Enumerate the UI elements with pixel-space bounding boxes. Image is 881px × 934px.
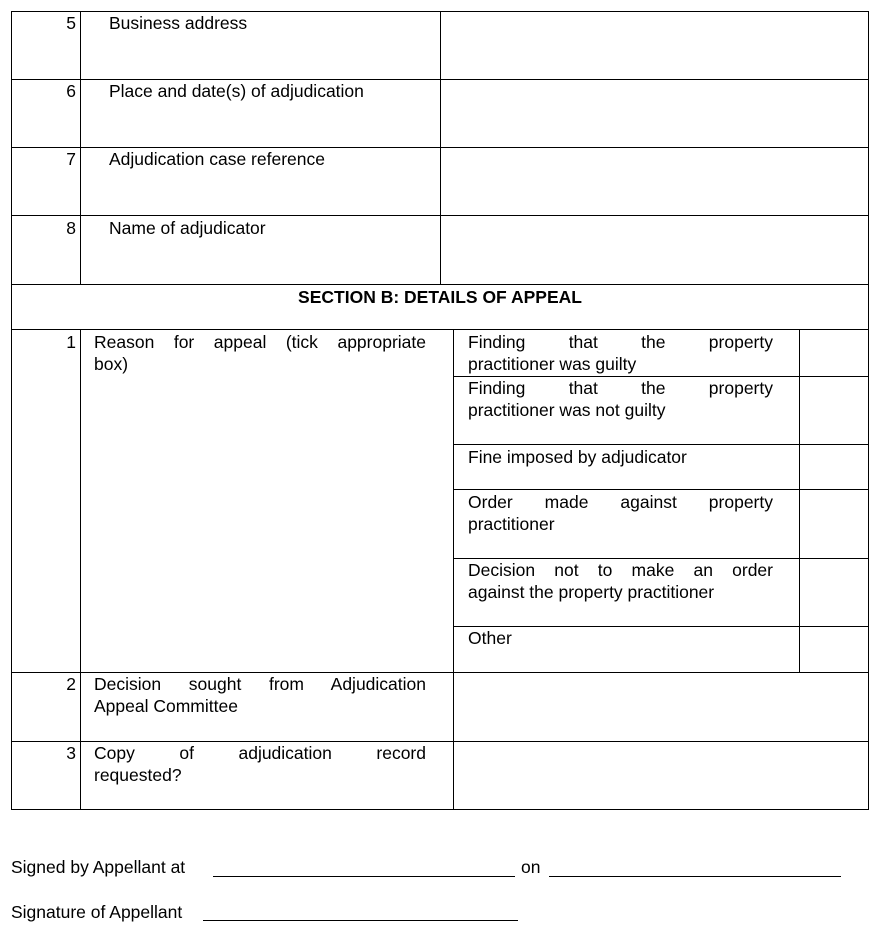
option-no-order-label: Decision not to make an order against the property practitioner: [468, 560, 773, 602]
signed-at-line[interactable]: [213, 876, 515, 877]
decision-sought-label: Decision sought from Adjudication Appeal Committee: [94, 674, 426, 716]
option-order-label: Order made against property practitioner: [468, 492, 773, 534]
adjudicator-name-label: Name of adjudicator: [109, 218, 266, 238]
option-other-label: Other: [468, 628, 512, 648]
option-guilty-label: Finding that the property practitioner was guilty: [468, 332, 773, 374]
signed-date-line[interactable]: [549, 876, 841, 877]
row-number: 1: [66, 332, 76, 352]
section-b-heading: SECTION B: DETAILS OF APPEAL: [298, 287, 582, 307]
signature-label: Signature of Appellant: [11, 902, 183, 922]
copy-record-field[interactable]: [454, 742, 868, 809]
option-no-order-checkbox[interactable]: [800, 559, 868, 626]
row-number: 6: [66, 81, 76, 101]
row-number: 8: [66, 218, 76, 238]
option-not-guilty-checkbox[interactable]: [800, 377, 868, 444]
row-number: 7: [66, 149, 76, 169]
row-number: 5: [66, 13, 76, 33]
row-number: 3: [66, 743, 76, 763]
adjudication-place-date-label: Place and date(s) of adjudication: [109, 81, 364, 101]
adjudicator-name-field[interactable]: [441, 216, 868, 284]
case-reference-label: Adjudication case reference: [109, 149, 325, 169]
option-order-checkbox[interactable]: [800, 490, 868, 558]
on-label: on: [521, 857, 541, 877]
signed-at-label: Signed by Appellant at: [11, 857, 186, 877]
adjudication-place-date-field[interactable]: [441, 80, 868, 147]
case-reference-field[interactable]: [441, 148, 868, 215]
option-fine-label: Fine imposed by adjudicator: [468, 447, 687, 467]
copy-record-label: Copy of adjudication record requested?: [94, 743, 426, 785]
row-number: 2: [66, 674, 76, 694]
business-address-label: Business address: [109, 13, 248, 33]
reason-for-appeal-label: Reason for appeal (tick appropriate box): [94, 332, 426, 374]
option-guilty-checkbox[interactable]: [800, 330, 868, 376]
option-fine-checkbox[interactable]: [800, 445, 868, 489]
decision-sought-field[interactable]: [454, 673, 868, 741]
option-other-checkbox[interactable]: [800, 627, 868, 672]
option-not-guilty-label: Finding that the property practitioner was not guilty: [468, 378, 773, 420]
signature-line[interactable]: [203, 920, 518, 921]
business-address-field[interactable]: [441, 12, 868, 79]
